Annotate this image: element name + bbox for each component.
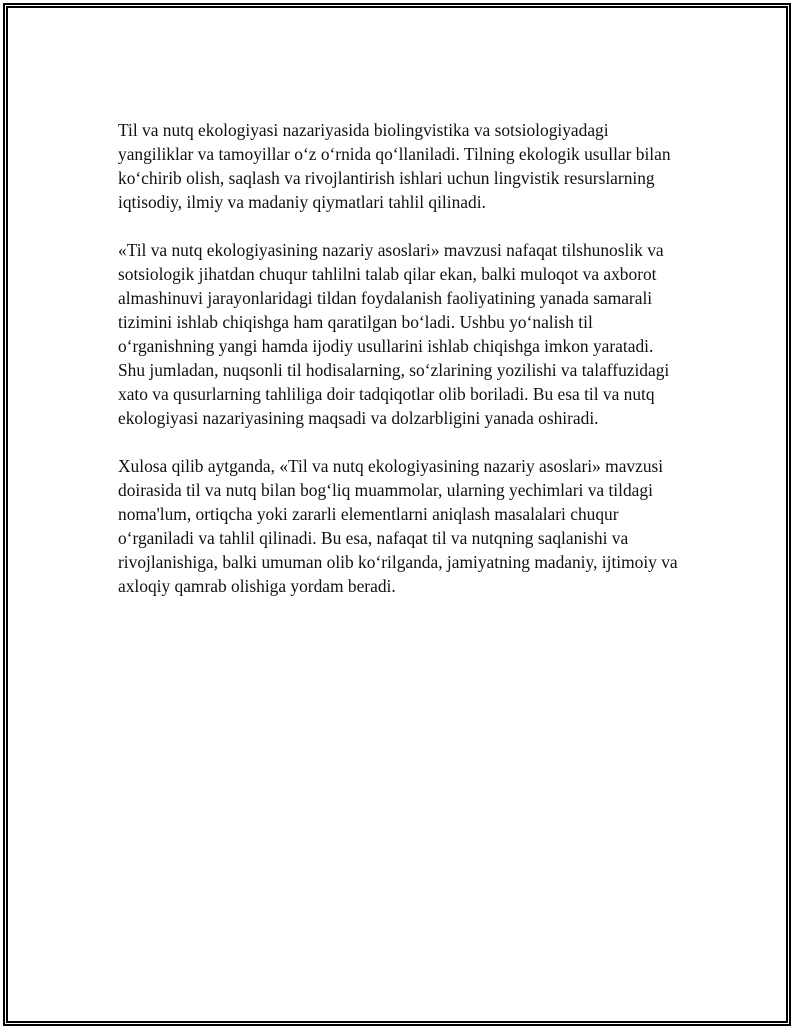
paragraph-3: Xulosa qilib aytganda, «Til va nutq ekologiyasining nazariy asoslari» mavzusi doirasida til va nutq bilan bog‘liq muammolar, ularning yechimlari va tildagi noma'lum, ortiqcha yoki zararli elementlarni aniqlash masalalari chuqur o‘rganiladi va tahlil qilinadi. Bu esa, nafaqat til va nutqning saqlanishi va rivojlanishiga, balki umuman olib ko‘rilganda, jamiyatning madaniy, ijtimoiy va axloqiy qamrab olishiga yordam beradi. (118, 456, 678, 596)
document-body (118, 118, 684, 622)
paragraph-1: Til va nutq ekologiyasi nazariyasida biolingvistika va sotsiologiyadagi yangiliklar va tamoyillar o‘z o‘rnida qo‘llaniladi. Tilning ekologik usullar bilan ko‘chirib olish, saqlash va rivojlantirish ishlari uchun lingvistik resurslarning iqtisodiy, ilmiy va madaniy qiymatlari tahlil qilinadi. (118, 120, 671, 212)
paragraph-2: «Til va nutq ekologiyasining nazariy asoslari» mavzusi nafaqat tilshunoslik va sotsiologik jihatdan chuqur tahlilni talab qilar ekan, balki muloqot va axborot almashinuvi jarayonlaridagi tildan foydalanish faoliyatining yanada samarali tizimini ishlab chiqishga ham qaratilgan bo‘ladi. Ushbu yo‘nalish til o‘rganishning yangi hamda ijodiy usullarini ishlab chiqishga imkon yaratadi. Shu jumladan, nuqsonli til hodisalarning, so‘zlarining yozilishi va talaffuzidagi xato va qusurlarning tahliliga doir tadqiqotlar olib boriladi. Bu esa til va nutq ekologiyasi nazariyasining maqsadi va dolzarbligini yanada oshiradi. (118, 240, 670, 428)
